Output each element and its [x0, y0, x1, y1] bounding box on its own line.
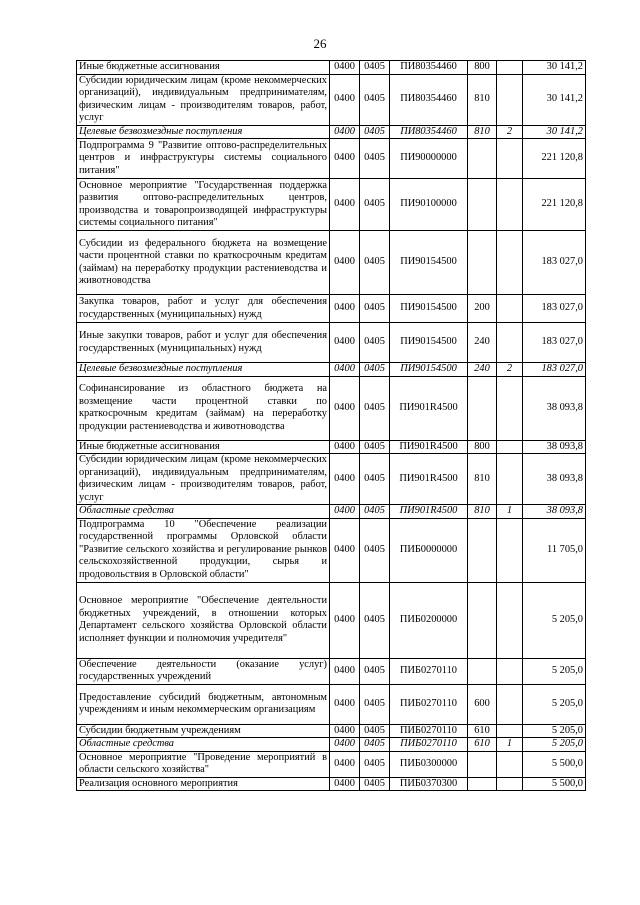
table-row — [77, 751, 586, 777]
amount: 38 093,8 — [523, 505, 586, 519]
amount: 5 205,0 — [523, 738, 586, 752]
subsection-code: 0405 — [360, 454, 390, 505]
target-article-code: ПИ901R4500 — [390, 376, 468, 440]
amount: 38 093,8 — [523, 376, 586, 440]
section-code: 0400 — [330, 376, 360, 440]
subsection-code: 0405 — [360, 777, 390, 791]
target-article-code: ПИ901R4500 — [390, 454, 468, 505]
item-name: Основное мероприятие "Обеспечение деятельности бюджетных учреждений, в отношении которых Департамент сельского хозяйства Орловской области исполняет функции и полномочия учредителя" — [77, 582, 330, 658]
funding-source-code — [497, 777, 523, 791]
item-name: Субсидии из федерального бюджета на возмещение части процентной ставки по краткосрочным кредитам (займам) на переработку продукции растениеводства и животноводства — [77, 231, 330, 295]
item-name: Софинансирование из областного бюджета на возмещение части процентной ставки по краткосрочным кредитам (займам) на переработку продукции растениеводства и животноводства — [77, 376, 330, 440]
amount: 5 500,0 — [523, 751, 586, 777]
amount: 183 027,0 — [523, 323, 586, 363]
amount: 30 141,2 — [523, 125, 586, 139]
expense-type-code: 810 — [468, 454, 497, 505]
item-name: Обеспечение деятельности (оказание услуг) государственных учреждений — [77, 658, 330, 684]
target-article-code: ПИ90154500 — [390, 363, 468, 377]
section-code: 0400 — [330, 179, 360, 231]
item-name: Подпрограмма 9 "Развитие оптово-распределительных центров и инфраструктуры системы социального питания" — [77, 139, 330, 179]
section-code: 0400 — [330, 231, 360, 295]
amount: 30 141,2 — [523, 61, 586, 75]
expense-type-code: 240 — [468, 363, 497, 377]
subsection-code: 0405 — [360, 139, 390, 179]
target-article-code: ПИ80354460 — [390, 61, 468, 75]
section-code: 0400 — [330, 323, 360, 363]
amount: 5 205,0 — [523, 684, 586, 724]
section-code: 0400 — [330, 440, 360, 454]
funding-source-code — [497, 724, 523, 738]
table-row — [77, 658, 586, 684]
funding-source-code — [497, 179, 523, 231]
expense-type-code — [468, 179, 497, 231]
target-article-code: ПИ90000000 — [390, 139, 468, 179]
funding-source-code — [497, 295, 523, 323]
expense-type-code — [468, 376, 497, 440]
funding-source-code — [497, 440, 523, 454]
table-row — [77, 454, 586, 505]
section-code: 0400 — [330, 363, 360, 377]
item-name: Иные закупки товаров, работ и услуг для обеспечения государственных (муниципальных) нужд — [77, 323, 330, 363]
subsection-code: 0405 — [360, 61, 390, 75]
funding-source-code — [497, 454, 523, 505]
expense-type-code: 240 — [468, 323, 497, 363]
expense-type-code — [468, 231, 497, 295]
table-row — [77, 505, 586, 519]
section-code: 0400 — [330, 751, 360, 777]
amount: 183 027,0 — [523, 363, 586, 377]
item-name: Закупка товаров, работ и услуг для обеспечения государственных (муниципальных) нужд — [77, 295, 330, 323]
section-code: 0400 — [330, 295, 360, 323]
item-name: Реализация основного мероприятия — [77, 777, 330, 791]
subsection-code: 0405 — [360, 376, 390, 440]
target-article-code: ПИ901R4500 — [390, 440, 468, 454]
amount: 5 500,0 — [523, 777, 586, 791]
target-article-code: ПИ80354460 — [390, 125, 468, 139]
table-row — [77, 74, 586, 125]
funding-source-code: 1 — [497, 738, 523, 752]
section-code: 0400 — [330, 505, 360, 519]
section-code: 0400 — [330, 658, 360, 684]
budget-table — [76, 60, 586, 791]
subsection-code: 0405 — [360, 505, 390, 519]
budget-table-body — [77, 61, 586, 791]
funding-source-code — [497, 684, 523, 724]
subsection-code: 0405 — [360, 684, 390, 724]
amount: 221 120,8 — [523, 139, 586, 179]
expense-type-code: 810 — [468, 505, 497, 519]
funding-source-code — [497, 323, 523, 363]
funding-source-code — [497, 751, 523, 777]
subsection-code: 0405 — [360, 582, 390, 658]
table-row — [77, 363, 586, 377]
target-article-code: ПИБ0000000 — [390, 518, 468, 582]
section-code: 0400 — [330, 139, 360, 179]
table-row — [77, 582, 586, 658]
table-row — [77, 376, 586, 440]
funding-source-code — [497, 658, 523, 684]
target-article-code: ПИБ0270110 — [390, 658, 468, 684]
expense-type-code: 610 — [468, 738, 497, 752]
subsection-code: 0405 — [360, 440, 390, 454]
amount: 221 120,8 — [523, 179, 586, 231]
table-row — [77, 518, 586, 582]
item-name: Целевые безвозмездные поступления — [77, 363, 330, 377]
table-row — [77, 179, 586, 231]
target-article-code: ПИ90154500 — [390, 295, 468, 323]
table-row — [77, 61, 586, 75]
expense-type-code: 810 — [468, 74, 497, 125]
subsection-code: 0405 — [360, 518, 390, 582]
funding-source-code: 1 — [497, 505, 523, 519]
target-article-code: ПИБ0270110 — [390, 738, 468, 752]
target-article-code: ПИ90100000 — [390, 179, 468, 231]
amount: 5 205,0 — [523, 724, 586, 738]
table-row — [77, 724, 586, 738]
target-article-code: ПИБ0200000 — [390, 582, 468, 658]
amount: 5 205,0 — [523, 582, 586, 658]
funding-source-code — [497, 582, 523, 658]
amount: 30 141,2 — [523, 74, 586, 125]
target-article-code: ПИБ0300000 — [390, 751, 468, 777]
amount: 183 027,0 — [523, 295, 586, 323]
section-code: 0400 — [330, 125, 360, 139]
item-name: Субсидии юридическим лицам (кроме некоммерческих организаций), индивидуальным предпринимателям, физическим лицам - производителям товаров, работ, услуг — [77, 454, 330, 505]
funding-source-code — [497, 518, 523, 582]
table-row — [77, 125, 586, 139]
target-article-code: ПИ90154500 — [390, 231, 468, 295]
expense-type-code: 600 — [468, 684, 497, 724]
target-article-code: ПИ80354460 — [390, 74, 468, 125]
expense-type-code — [468, 139, 497, 179]
table-row — [77, 323, 586, 363]
expense-type-code: 200 — [468, 295, 497, 323]
table-row — [77, 440, 586, 454]
funding-source-code — [497, 74, 523, 125]
funding-source-code — [497, 376, 523, 440]
funding-source-code: 2 — [497, 363, 523, 377]
amount: 183 027,0 — [523, 231, 586, 295]
expense-type-code — [468, 777, 497, 791]
subsection-code: 0405 — [360, 295, 390, 323]
table-row — [77, 295, 586, 323]
expense-type-code: 610 — [468, 724, 497, 738]
item-name: Целевые безвозмездные поступления — [77, 125, 330, 139]
table-row — [77, 684, 586, 724]
section-code: 0400 — [330, 518, 360, 582]
subsection-code: 0405 — [360, 179, 390, 231]
item-name: Областные средства — [77, 738, 330, 752]
table-row — [77, 777, 586, 791]
section-code: 0400 — [330, 777, 360, 791]
expense-type-code — [468, 582, 497, 658]
table-row — [77, 139, 586, 179]
amount: 11 705,0 — [523, 518, 586, 582]
subsection-code: 0405 — [360, 751, 390, 777]
target-article-code: ПИБ0270110 — [390, 684, 468, 724]
item-name: Основное мероприятие "Проведение мероприятий в области сельского хозяйства" — [77, 751, 330, 777]
subsection-code: 0405 — [360, 724, 390, 738]
subsection-code: 0405 — [360, 125, 390, 139]
target-article-code: ПИ901R4500 — [390, 505, 468, 519]
item-name: Субсидии юридическим лицам (кроме некоммерческих организаций), индивидуальным предпринимателям, физическим лицам - производителям товаров, работ, услуг — [77, 74, 330, 125]
subsection-code: 0405 — [360, 363, 390, 377]
item-name: Областные средства — [77, 505, 330, 519]
target-article-code: ПИ90154500 — [390, 323, 468, 363]
amount: 5 205,0 — [523, 658, 586, 684]
funding-source-code — [497, 139, 523, 179]
table-row — [77, 231, 586, 295]
expense-type-code: 800 — [468, 440, 497, 454]
item-name: Основное мероприятие "Государственная поддержка развития оптово-распределительных центров, производства и товаропроизводящей инфраструктуры системы социального питания" — [77, 179, 330, 231]
expense-type-code — [468, 751, 497, 777]
section-code: 0400 — [330, 724, 360, 738]
section-code: 0400 — [330, 738, 360, 752]
section-code: 0400 — [330, 582, 360, 658]
item-name: Иные бюджетные ассигнования — [77, 61, 330, 75]
target-article-code: ПИБ0270110 — [390, 724, 468, 738]
funding-source-code — [497, 61, 523, 75]
item-name: Подпрограмма 10 "Обеспечение реализации государственной программы Орловской области "Развитие сельского хозяйства и регулирование рынков сельскохозяйственной продукции, сырья и продовольствия в Орловской области" — [77, 518, 330, 582]
target-article-code: ПИБ0370300 — [390, 777, 468, 791]
section-code: 0400 — [330, 454, 360, 505]
section-code: 0400 — [330, 61, 360, 75]
expense-type-code: 810 — [468, 125, 497, 139]
expense-type-code — [468, 518, 497, 582]
subsection-code: 0405 — [360, 323, 390, 363]
page-number: 26 — [313, 36, 327, 51]
subsection-code: 0405 — [360, 658, 390, 684]
funding-source-code — [497, 231, 523, 295]
amount: 38 093,8 — [523, 440, 586, 454]
subsection-code: 0405 — [360, 231, 390, 295]
subsection-code: 0405 — [360, 74, 390, 125]
item-name: Субсидии бюджетным учреждениям — [77, 724, 330, 738]
funding-source-code: 2 — [497, 125, 523, 139]
section-code: 0400 — [330, 74, 360, 125]
expense-type-code: 800 — [468, 61, 497, 75]
expense-type-code — [468, 658, 497, 684]
amount: 38 093,8 — [523, 454, 586, 505]
item-name: Иные бюджетные ассигнования — [77, 440, 330, 454]
section-code: 0400 — [330, 684, 360, 724]
table-row — [77, 738, 586, 752]
item-name: Предоставление субсидий бюджетным, автономным учреждениям и иным некоммерческим организациям — [77, 684, 330, 724]
subsection-code: 0405 — [360, 738, 390, 752]
